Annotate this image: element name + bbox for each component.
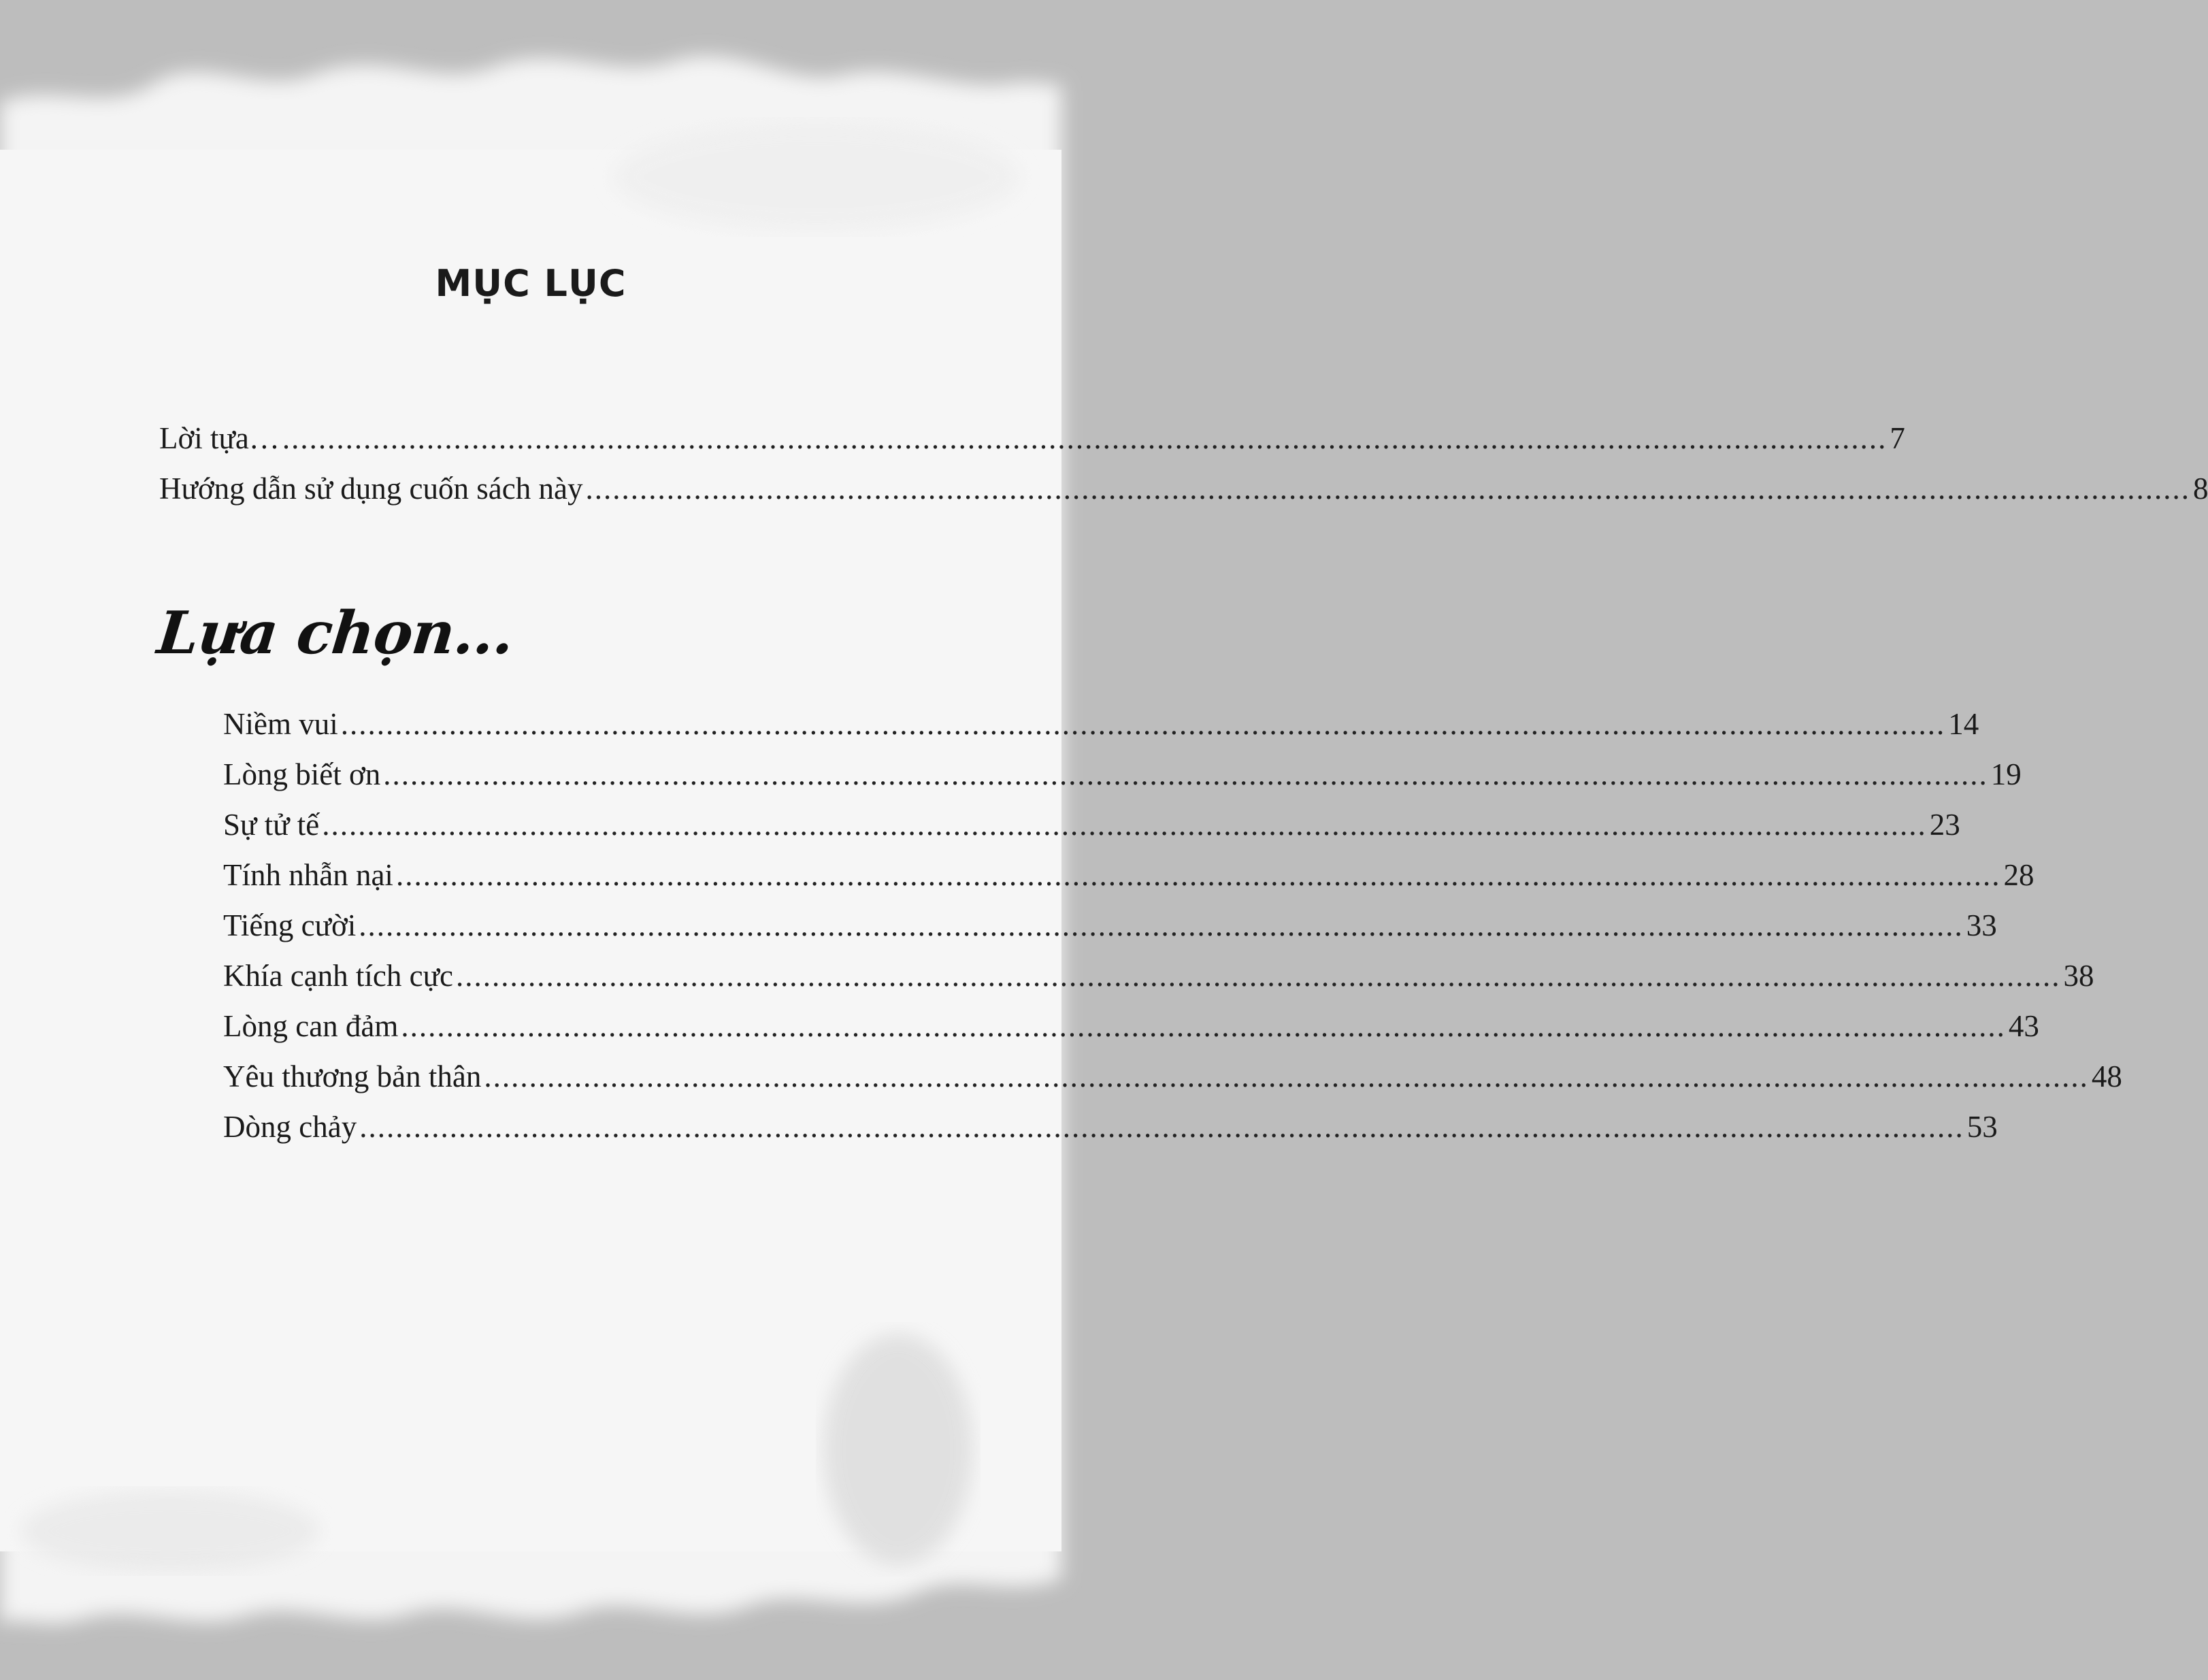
toc-entry[interactable] [223, 958, 2094, 1008]
toc-entry[interactable] [223, 1008, 2039, 1059]
entry-label: Lòng can đảm [223, 1009, 399, 1043]
entry-label: Tính nhẫn nại [223, 858, 393, 892]
entry-page-number: 14 [1948, 707, 1979, 741]
entry-page-number: 28 [2003, 858, 2034, 892]
entry-page-number: 23 [1929, 808, 1960, 842]
section-entry-list [223, 706, 2122, 1159]
entry-label: Sự tử tế [223, 808, 320, 842]
dot-leader: .................................................................................................................................................................................. [340, 707, 1946, 741]
entry-page-number: 53 [1966, 1110, 1998, 1144]
section-heading: Lựa chọn... [154, 599, 517, 668]
entry-label: Dòng chảy [223, 1110, 357, 1144]
dot-leader: .................................................................................................................................................................................. [401, 1009, 2006, 1043]
dot-leader: .................................................................................................................................................................................. [383, 757, 1988, 791]
dot-leader: .................................................................................................................................................................................. [484, 1059, 2089, 1093]
page-title: MỤC LỤC [435, 262, 627, 305]
toc-entry[interactable] [223, 1059, 2122, 1109]
toc-entry[interactable] [223, 1109, 1998, 1159]
entry-page-number: 43 [2008, 1009, 2039, 1043]
dot-leader: .................................................................................................................................................................................. [282, 421, 1888, 455]
front-matter-list [159, 421, 2208, 521]
entry-label: Lòng biết ơn [223, 757, 381, 791]
toc-entry[interactable] [223, 757, 2022, 807]
dot-leader: .................................................................................................................................................................................. [395, 858, 2001, 892]
entry-page-number: 48 [2091, 1059, 2122, 1093]
dot-leader: .................................................................................................................................................................................. [585, 472, 2190, 506]
entry-page-number: 19 [1990, 757, 2022, 791]
toc-entry[interactable] [223, 706, 1979, 757]
toc-entry[interactable] [159, 421, 1905, 471]
toc-entry[interactable] [223, 908, 1997, 958]
entry-page-number: 7 [1890, 421, 1905, 455]
entry-page-number: 38 [2063, 959, 2094, 993]
dot-leader: .................................................................................................................................................................................. [322, 808, 1927, 842]
entry-label: Yêu thương bản thân [223, 1059, 482, 1093]
dot-leader: .................................................................................................................................................................................. [359, 908, 1964, 942]
toc-entry[interactable] [223, 857, 2034, 908]
toc-entry[interactable] [223, 807, 1960, 857]
dot-leader: .................................................................................................................................................................................. [455, 959, 2061, 993]
entry-label: Tiếng cười [223, 908, 357, 942]
entry-label: Hướng dẫn sử dụng cuốn sách này [159, 472, 583, 506]
entry-label: Lời tựa… [159, 421, 280, 455]
dot-leader: .................................................................................................................................................................................. [359, 1110, 1964, 1144]
entry-page-number: 33 [1966, 908, 1997, 942]
entry-label: Khía cạnh tích cực [223, 959, 453, 993]
entry-label: Niềm vui [223, 707, 338, 741]
toc-entry[interactable] [159, 471, 2208, 521]
entry-page-number: 8 [2192, 472, 2208, 506]
